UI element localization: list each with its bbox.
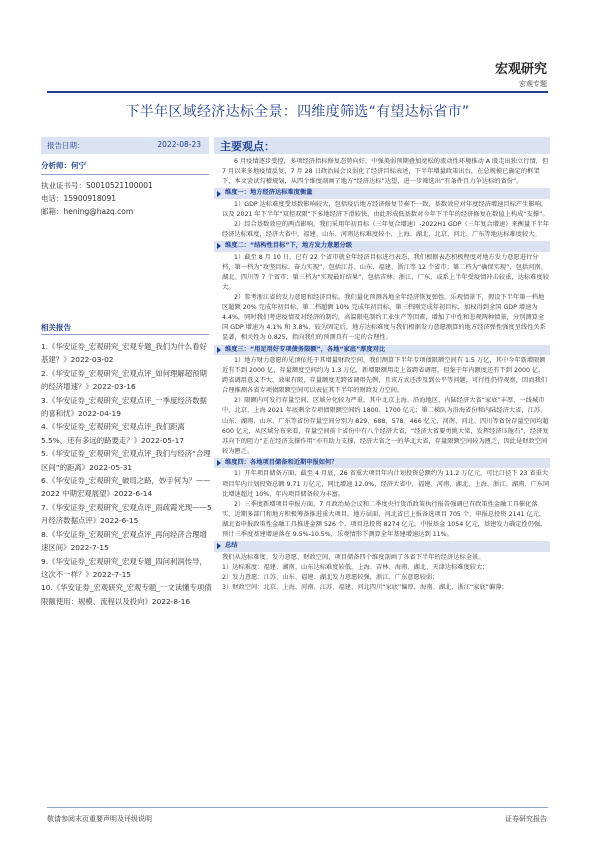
triangle-icon [217,543,221,549]
page-title: 下半年区域经济达标全景：四维度筛选“有望达标省市” [125,104,470,120]
analyst-phone: 电话：15900918091 [41,194,116,203]
header-subtitle: 宏观专题 [519,80,547,88]
summary-title: 总结 [225,542,238,550]
triangle-icon [217,347,221,353]
dimension-title: 维度三：“用足用好专项债务限额”，各地“家底”厚度对比 [225,345,386,353]
related-reports-label: 相关报告 [41,323,71,332]
dimension-paragraph: 1）开年项目储备方面，截至 4 月底，26 省重大项目年内计划投资总额约为 11.2 万亿元，可比口径下 23 省重大项目年内计划投资总额 9.71 万亿元，同比增速 12.0%，经济大省中，福建、河南、湖北、上海、浙江、湖南、广东同比增速超过 10%，年内项目储备较为丰富。 [222,470,550,498]
report-date-label: 报告日期： [47,141,85,150]
key-view-bar [214,137,550,154]
related-reports-list [41,340,213,608]
footer-divider [47,807,548,808]
summary-paragraph: 1）达标难度：福建、湖南、山东达标难度较低，上海、吉林、海南、湖北、天津达标难度较大； [222,563,489,571]
dimension-paragraph: 2）限额内可发行存量空间，区域分化较为严重，其中北京上海、沿海地区、内陆经济大省“家底”丰厚，一线城市中，北京、上海 2021 年底剩余专项债限额空间约 1800、1700 亿元；第二梯队为沿海省份和内陆经济大省，江苏、山东、湖南、山东、广东等省份存量空间分别为 829、688、578、466 亿元，河南、河北、四川等省份存量空间均超 600 亿元，从区域分布来看，存量空间前十省份中有八个经济大省，“经济大省要勇挑大梁，发挥经济压舱石”，经济复苏向下的阻力“正在经济支撑作用”亦有助力支撑，经济大省之一的华北大省，存量限额空间较为匮乏，因此是财政空间较为匮乏。 [222,397,549,455]
related-reports-divider [41,334,209,335]
summary-header [214,541,550,552]
dimension-paragraph: 1）地方财力意愿的见顶依托于其增量财政空间，我们测算下半年专项债限额空间有 1.5 万亿，其中今年新增限额近有不到 2000 亿，存量额度空间约为 1.3 万亿，新增限额用走上省跨省调用，但鉴于年内额度还有不到 2000 亿，跨省调用意义不大，效果有限，存量额度无跨省调用先例，且该方式还涉及到公平等问题，可行性仍待观察，因而我们合理推测各省专项债限额空间可以表征其下半年的财政发力空间。 [222,357,547,395]
dimension-header [214,345,550,356]
intro-paragraph: 6 月疫情逐步受控，多项经济指标修复态势向好，中强美弱预期叠加宽松的流动性环境推动 A 股走出独立行情，但 7 月以来多地疫情反复，7 月 28 日政治局会议弱化了经济目标表述，下半年增量政策出台，在总规模已确定的框架下，本文尝试勾稽规划，从四个维度剖画了地方“经济达标”达望，进一步筛选出“有条件且力争达标的省份”。 [222,158,549,186]
dimension-paragraph: 2）三季度新增项目申报方面，7 月政治局会议和二季度央行货币政策执行报告强调已有政策性金融工具催化落实，近期多部门和地方积极筹备推进重大项目。地方层面，河北省已上报备选项目 705 个，申报总投资 2141 亿元，湖北省申报政策性金融工具推进金额 526 个，项目总投资 8274 亿元，中报基金 1054 亿元，基建发力确定性仍强，预计三季度基建增速落在 9.5%-10.5%，乐观情形下测算全年基建增速达到 11%。 [222,500,547,538]
summary-paragraph: 3）财政空间：北京、上海、河南、江苏、福建、河北四川“家底”偏厚，海南、湖北、浙江“家底”偏薄； [222,583,508,591]
key-view-label: 主要观点： [220,140,275,153]
related-report-item[interactable]: 10.《华安证券_宏观研究_宏观专题_一文读懂专项债限额使用：规模、流程以及投向》2022-8-16 [41,583,212,606]
related-report-item[interactable]: 3.《华安证券_宏观研究_宏观点评_一季度经济数据的喜和忧》2022-04-19 [41,395,207,419]
dimension-header [214,241,550,252]
related-report-item[interactable]: 1.《华安证券_宏观研究_宏观专题_我们为什么看好基建？》2022-03-02 [41,342,207,365]
dimension-title: 维度一：地方经济达标难度衡量 [225,189,313,197]
triangle-icon [217,243,221,249]
dimension-title: 维度四：各地项目储备和近期申报如何？ [225,459,338,467]
related-report-item[interactable]: 6.《华安证券_宏观研究_破局之路，妙手何为？——2022 中期宏观展望》2022-6-14 [41,476,211,499]
dimension-title: 维度二：“结构性目标”下，地方发力意愿分级 [225,242,352,250]
analyst-name: 分析师：何宁 [41,161,86,170]
footer-label: 证券研究报告 [505,815,547,823]
analyst-license: 执业证书号：S0010521100001 [41,181,153,190]
analyst-divider [41,174,209,175]
triangle-icon [217,191,221,197]
dimension-paragraph: 2）参考浙江省的发力意愿和经济目标，我们量化预测各地全年经济恢复弹性。乐观情景下，假设下半年第一档地区超额 20% 完成年初目标，第二档超额 10% 完成年初目标，第三档刚完成年初目标，加权得到全国 GDP 增速为 4.4%，同时我们考虑疫情及对经济的制约，高温限电制约工业生产等因素，增加了中性和悲观两种情景，分别测算全国 GDP 增速为 4.1% 和 3.8%，较为固定后，地方达标难度与我们根据发力意愿测算的地方经济弹性强度呈线性关系显著，相关性为 0.825，指向我们的预测具有一定的合理性。 [222,294,546,342]
related-report-item[interactable]: 7.《华安证券_宏观研究_宏观点评_雨疏霞光现——5 月经济数据点评》2022-6-15 [41,502,212,526]
analyst-email[interactable]: 邮箱：hening@hazq.com [41,207,134,216]
header-title: 宏观研究 [494,62,547,77]
report-date-value: 2022-08-23 [157,140,201,149]
dimension-paragraph: 2）综合基数效应的两点影响，我们采用年初目标（三年复合增速）-2022H1 GDP（三年复合增速）来衡量下半年经济达标难度，经济大省中，福建、山东、河南达标难度较小，上海、湖北、北京、河北、广东等地达标难度较大。 [222,220,549,239]
related-report-item[interactable]: 9.《华安证券_宏观研究_宏观专题_四问利润传导，这次不一样？》2022-7-15 [41,556,207,579]
dimension-header [214,188,550,199]
dimension-header [214,458,550,469]
header-divider [47,91,548,93]
report-date-bar [41,137,209,154]
summary-paragraph: 我们从达标难度、发力意愿、财政空间、项目储备四个维度剖画了各省下半年的经济达标全景。 [222,553,485,561]
triangle-icon [217,460,221,466]
related-report-item[interactable]: 2.《华安证券_宏观研究_宏观点评_如何理解超预期的经济增速？》2022-03-16 [41,368,207,392]
key-view-body [222,157,550,593]
analyst-block [41,160,209,218]
footer-disclaimer: 敬请参阅末页重要声明及评级说明 [47,815,152,823]
dimension-paragraph: 1）截至 8 月 10 日，已有 22 个省市就全年经济目标进行表态，我们根据表态积极程度对地方发力意愿进行分档，第一档为“攻坚目标、奋力实现”，包括江苏、山东、福建、浙江等 12 个省市；第二档为“确保实现”，包括河南、湖北、四川等 7 个省市；第三档为“实现最好结果”，包括吉林、浙江、广东，或系上半年受疫情冲击较重，达标难度较大。 [222,253,549,291]
related-report-item[interactable]: 8.《华安证券_宏观研究_宏观点评_再问经济合理增速区间》2022-7-15 [41,529,207,553]
dimension-paragraph: 1）GDP 达标难度受基数影响较大，包括疫后地方经济修复节奏不一致，基数效应对年度经济增速目标产生影响，以及 2021 年下半年“双控双限”下多地经济下滑较快，由此形成低基数对今年下半年的经济修复在数值上构成“支撑”。 [222,200,549,218]
summary-paragraph: 2）发力意愿：江苏、山东、福建、湖北发力意愿较强，浙江、广东意愿较弱； [222,573,439,581]
related-report-item[interactable]: 4.《华安证券_宏观研究_宏观点评_我们距离 5.5%，还有多远的路要走？》2022-05-17 [41,422,185,445]
related-report-item[interactable]: 5.《华安证券_宏观研究_宏观点评_我们与经济“合理区间”的距离》2022-05-31 [41,449,211,472]
